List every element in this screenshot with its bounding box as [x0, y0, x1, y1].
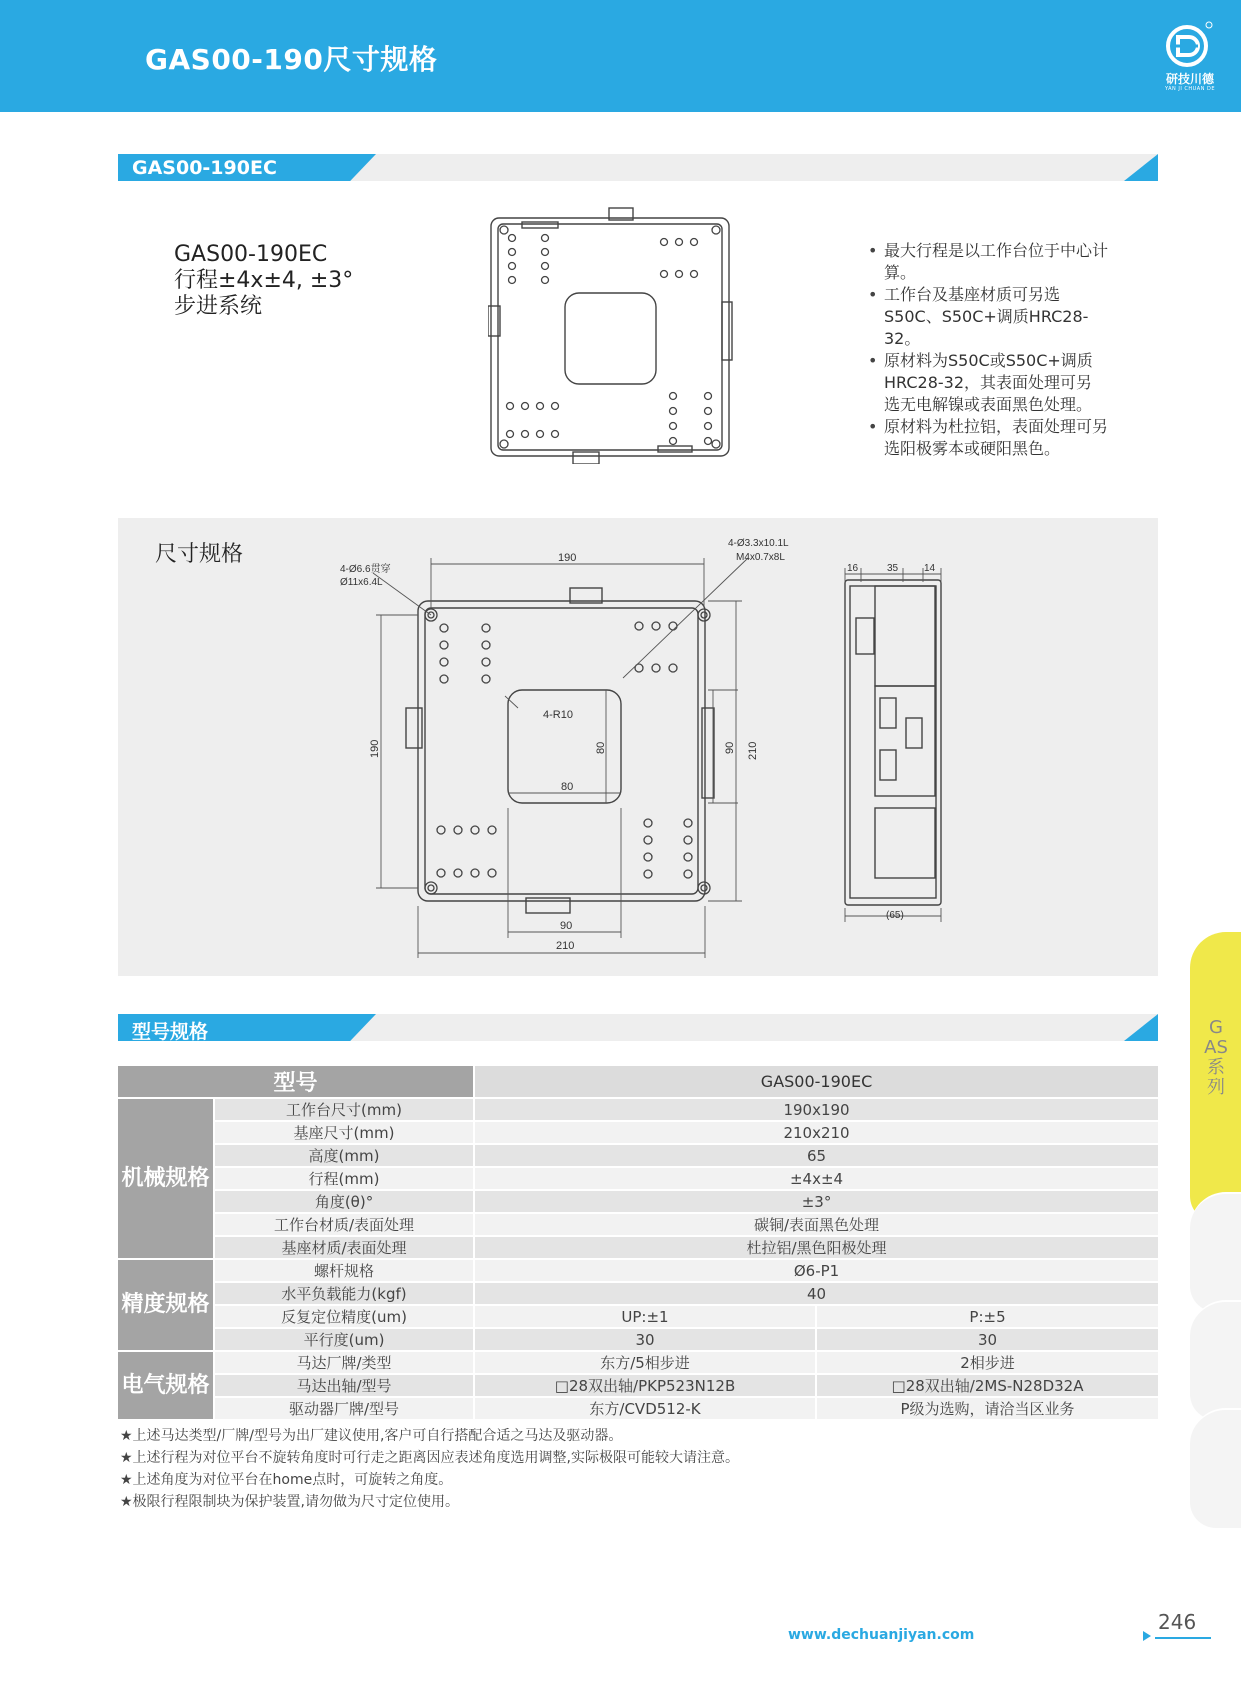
product-stroke: 行程±4x±4, ±3° [174, 268, 354, 293]
row-label: 马达厂牌/类型 [214, 1351, 474, 1374]
row-value-left: 东方/CVD512-K [474, 1397, 816, 1420]
row-value-left: □28双出轴/PKP523N12B [474, 1374, 816, 1397]
row-label: 工作台材质/表面处理 [214, 1213, 474, 1236]
product-top-drawing [488, 206, 734, 464]
side-tab-ghost [1190, 1192, 1241, 1312]
dim-inner-w: 80 [561, 781, 574, 793]
logo-subtitle: YAN JI CHUAN DE [1164, 86, 1216, 92]
logo-name: 研技川德 [1165, 72, 1214, 86]
row-value-left: 30 [474, 1328, 816, 1351]
series-tab-label: GAS系列 [1204, 1017, 1228, 1098]
table-row [118, 1121, 1158, 1144]
group-prec: 精度规格 [118, 1259, 214, 1351]
table-row [118, 1374, 1158, 1397]
dim-side-14: 14 [924, 563, 936, 574]
dim-side-16: 16 [847, 563, 859, 574]
row-label: 平行度(um) [214, 1328, 474, 1351]
row-value-right: □28双出轴/2MS-N28D32A [816, 1374, 1158, 1397]
dim-right-210: 210 [747, 741, 759, 760]
hole-label-b1: 4-Ø3.3x10.1L [728, 538, 789, 549]
dim-right-90: 90 [724, 741, 736, 754]
note-item: • 工作台及基座材质可另选S50C、S50C+调质HRC28-32。 [868, 284, 1108, 350]
table-header-row [118, 1066, 1158, 1098]
model-header: 型号 [118, 1066, 474, 1098]
row-value-left: 东方/5相步进 [474, 1351, 816, 1374]
table-row [118, 1098, 1158, 1121]
row-value-right: P级为选购，请洽当区业务 [816, 1397, 1158, 1420]
row-label: 高度(mm) [214, 1144, 474, 1167]
note-item: • 原材料为S50C或S50C+调质HRC28-32，其表面处理可另选无电解镍或表面黑色处理。 [868, 350, 1108, 416]
footnote-item: ★极限行程限制块为保护装置,请勿做为尺寸定位使用。 [120, 1494, 459, 1510]
note-item: • 原材料为杜拉铝，表面处理可另选阳极雾本或硬阳黑色。 [868, 416, 1108, 460]
side-tab-ghost [1190, 1408, 1241, 1528]
model-value: GAS00-190EC [474, 1066, 1158, 1098]
row-label: 反复定位精度(um) [214, 1305, 474, 1328]
feature-notes [868, 240, 1108, 460]
dim-bottom-210: 210 [556, 940, 575, 952]
note-item: • 最大行程是以工作台位于中心计算。 [868, 240, 1108, 284]
row-value-left: UP:±1 [474, 1305, 816, 1328]
table-row [118, 1259, 1158, 1282]
footnote-item: ★上述马达类型/厂牌/型号为出厂建议使用,客户可自行搭配合适之马达及驱动器。 [120, 1428, 623, 1444]
product-summary [174, 242, 353, 320]
row-label: 马达出轴/型号 [214, 1374, 474, 1397]
product-system: 步进系统 [174, 294, 263, 319]
table-row [118, 1351, 1158, 1374]
row-value: 190x190 [474, 1098, 1158, 1121]
row-value: 210x210 [474, 1121, 1158, 1144]
row-value: 40 [474, 1282, 1158, 1305]
dim-side-35: 35 [887, 563, 899, 574]
product-model: GAS00-190EC [174, 242, 328, 267]
table-row [118, 1167, 1158, 1190]
footnote-item: ★上述角度为对位平台在home点时，可旋转之角度。 [120, 1472, 453, 1488]
row-value: ±3° [474, 1190, 1158, 1213]
dim-bottom-90: 90 [560, 920, 573, 932]
row-label: 行程(mm) [214, 1167, 474, 1190]
table-row [118, 1282, 1158, 1305]
table-row [118, 1236, 1158, 1259]
row-label: 螺杆规格 [214, 1259, 474, 1282]
page-arrow-icon [1143, 1631, 1151, 1641]
row-label: 基座材质/表面处理 [214, 1236, 474, 1259]
dim-side-65: (65) [886, 910, 904, 921]
table-row [118, 1144, 1158, 1167]
footer-url[interactable]: www.dechuanjiyan.com [788, 1627, 975, 1643]
row-label: 驱动器厂牌/型号 [214, 1397, 474, 1420]
hole-label-a2: Ø11x6.4L [340, 577, 383, 588]
row-value: 碳铜/表面黑色处理 [474, 1213, 1158, 1236]
section-label: 型号规格 [132, 1021, 209, 1043]
row-label: 水平负载能力(kgf) [214, 1282, 474, 1305]
footnotes [120, 1425, 739, 1513]
hole-label-a1: 4-Ø6.6贯穿 [340, 564, 391, 575]
section-label: GAS00-190EC [132, 157, 277, 179]
row-label: 工作台尺寸(mm) [214, 1098, 474, 1121]
hole-label-b2: M4x0.7x8L [736, 552, 785, 563]
row-value: ±4x±4 [474, 1167, 1158, 1190]
dimension-drawing [118, 518, 1158, 976]
row-value: Ø6-P1 [474, 1259, 1158, 1282]
dimension-title: 尺寸规格 [155, 542, 244, 567]
side-tab-ghost [1190, 1300, 1241, 1420]
page-title: GAS00-190尺寸规格 [145, 43, 438, 76]
section-header-spec [118, 1014, 1158, 1041]
page-divider [1155, 1637, 1211, 1639]
section-corner [1124, 154, 1158, 181]
row-value: 杜拉铝/黑色阳极处理 [474, 1236, 1158, 1259]
page-number: 246 [1158, 1610, 1197, 1634]
table-row [118, 1190, 1158, 1213]
table-row [118, 1213, 1158, 1236]
dim-top-190: 190 [558, 552, 577, 564]
table-row [118, 1328, 1158, 1351]
dim-left-190: 190 [369, 739, 381, 758]
group-mech: 机械规格 [118, 1098, 214, 1259]
table-row [118, 1397, 1158, 1420]
row-value-right: P:±5 [816, 1305, 1158, 1328]
dim-radius: 4-R10 [543, 709, 573, 721]
section-corner [1124, 1014, 1158, 1041]
footnote-item: ★上述行程为对位平台不旋转角度时可行走之距离因应表述角度选用调整,实际极限可能较大请注意。 [120, 1450, 739, 1466]
group-elec: 电气规格 [118, 1351, 214, 1420]
spec-table [118, 1066, 1158, 1421]
row-label: 基座尺寸(mm) [214, 1121, 474, 1144]
dim-inner-h: 80 [595, 741, 607, 754]
row-value: 65 [474, 1144, 1158, 1167]
row-value-right: 2相步进 [816, 1351, 1158, 1374]
section-header-product [118, 154, 1158, 181]
table-row [118, 1305, 1158, 1328]
row-label: 角度(θ)° [214, 1190, 474, 1213]
row-value-right: 30 [816, 1328, 1158, 1351]
